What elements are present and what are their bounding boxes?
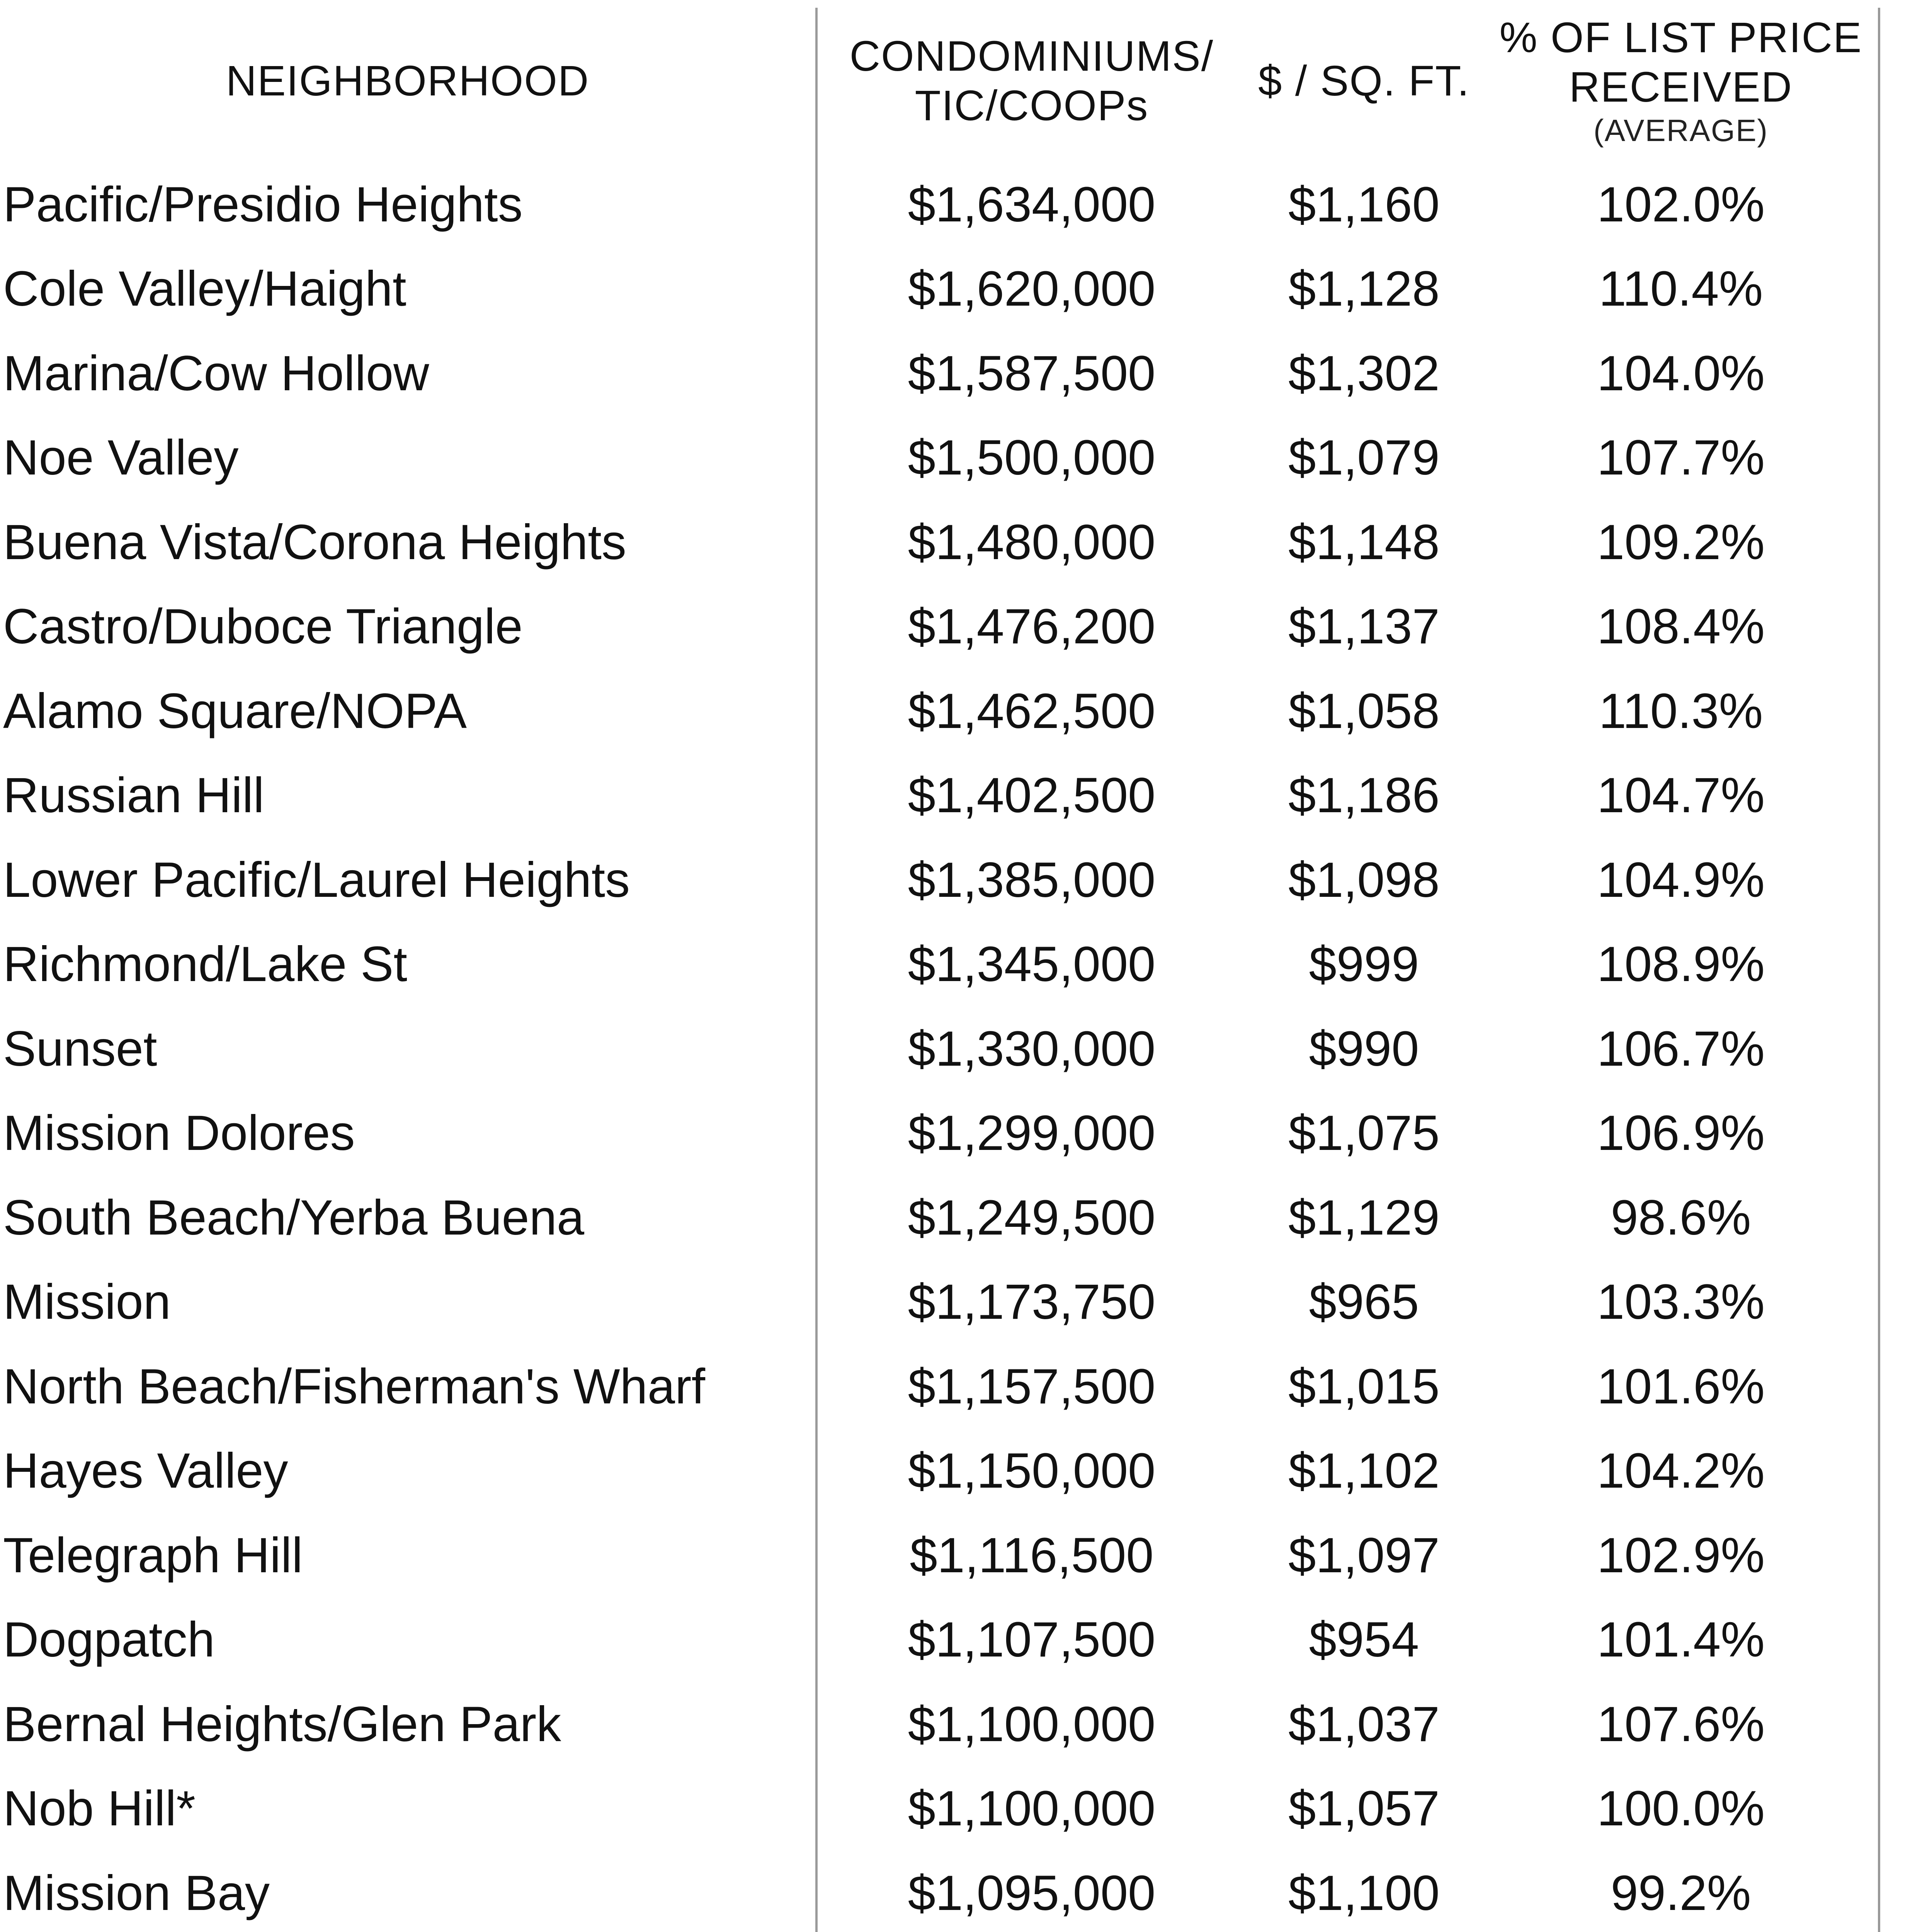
pct-list-price-cell: 103.3% [1597, 1274, 1765, 1330]
pct-list-price-cell: 106.9% [1597, 1105, 1765, 1161]
condo-price-cell: $1,157,500 [908, 1359, 1156, 1414]
table-row [0, 1260, 1932, 1345]
price-per-sqft-cell: $1,129 [1288, 1190, 1440, 1245]
homes-sold-cell [1882, 1344, 1932, 1429]
homes-sold-cell [1882, 162, 1932, 247]
pct-list-price-cell: 102.9% [1597, 1527, 1765, 1583]
table-row [0, 922, 1932, 1007]
table-row [0, 585, 1932, 669]
neighborhood-cell: Noe Valley [3, 430, 239, 486]
homes-sold-cell [1882, 753, 1932, 838]
header-pct-subtitle: (AVERAGE) [1593, 113, 1769, 148]
header-pct-line2: RECEIVED [1569, 63, 1793, 111]
price-per-sqft-cell: $965 [1309, 1274, 1419, 1330]
neighborhood-cell: Mission [3, 1274, 171, 1330]
table-row [0, 1007, 1932, 1091]
table-row [0, 500, 1932, 585]
homes-sold-cell [1882, 1851, 1932, 1932]
table-row [0, 162, 1932, 247]
homes-sold-cell [1882, 416, 1932, 500]
header-pct-line1: % OF LIST PRICE [1499, 14, 1862, 61]
condo-price-cell: $1,100,000 [908, 1781, 1156, 1837]
condo-price-cell: $1,150,000 [908, 1443, 1156, 1499]
table-row [0, 1344, 1932, 1429]
neighborhood-cell: Cole Valley/Haight [3, 261, 406, 317]
homes-sold-cell [1882, 247, 1932, 332]
neighborhood-cell: Nob Hill* [3, 1781, 196, 1837]
header-condo-price [819, 0, 1244, 162]
price-per-sqft-cell: $1,097 [1288, 1527, 1440, 1583]
header-neighborhood [0, 0, 815, 162]
neighborhood-cell: Pacific/Presidio Heights [3, 177, 523, 232]
neighborhood-cell: Richmond/Lake St [3, 937, 407, 992]
price-per-sqft-cell: $1,058 [1288, 683, 1440, 739]
table-row [0, 1767, 1932, 1851]
condo-price-cell: $1,385,000 [908, 852, 1156, 908]
condo-price-cell: $1,249,500 [908, 1190, 1156, 1245]
header-price-per-sqft [1244, 0, 1484, 162]
price-per-sqft-cell: $1,160 [1288, 177, 1440, 232]
homes-sold-cell [1882, 1682, 1932, 1767]
neighborhood-cell: Russian Hill [3, 768, 264, 823]
table-row [0, 416, 1932, 500]
neighborhood-cell: Mission Bay [3, 1865, 270, 1921]
table-row [0, 1598, 1932, 1682]
table-row [0, 669, 1932, 753]
condo-price-cell: $1,402,500 [908, 768, 1156, 823]
pct-list-price-cell: 106.7% [1597, 1021, 1765, 1077]
homes-sold-cell [1882, 1091, 1932, 1176]
homes-sold-cell [1882, 585, 1932, 669]
neighborhood-cell: Hayes Valley [3, 1443, 288, 1499]
homes-sold-cell [1882, 500, 1932, 585]
price-per-sqft-cell: $954 [1309, 1612, 1419, 1668]
pct-list-price-cell: 101.6% [1597, 1359, 1765, 1414]
neighborhood-cell: Buena Vista/Corona Heights [3, 514, 626, 570]
header-pct-list-price [1484, 0, 1878, 162]
header-homes-sold [1882, 0, 1932, 162]
price-per-sqft-cell: $1,186 [1288, 768, 1440, 823]
price-per-sqft-cell: $1,057 [1288, 1781, 1440, 1837]
pct-list-price-cell: 109.2% [1597, 514, 1765, 570]
condo-price-cell: $1,116,500 [910, 1527, 1154, 1583]
price-per-sqft-cell: $1,137 [1288, 599, 1440, 655]
table-row [0, 1091, 1932, 1176]
pct-list-price-cell: 104.0% [1597, 345, 1765, 401]
homes-sold-cell [1882, 1767, 1932, 1851]
pct-list-price-cell: 100.0% [1597, 1781, 1765, 1837]
neighborhood-cell: Lower Pacific/Laurel Heights [3, 852, 630, 908]
table-row [0, 1682, 1932, 1767]
homes-sold-cell [1882, 922, 1932, 1007]
homes-sold-cell [1882, 1598, 1932, 1682]
condo-price-cell: $1,462,500 [908, 683, 1156, 739]
condo-price-cell: $1,095,000 [908, 1865, 1156, 1921]
pct-list-price-cell: 99.2% [1611, 1865, 1751, 1921]
pct-list-price-cell: 104.2% [1597, 1443, 1765, 1499]
pct-list-price-cell: 107.6% [1597, 1696, 1765, 1752]
neighborhood-cell: Marina/Cow Hollow [3, 345, 429, 401]
table-row [0, 1429, 1932, 1514]
condo-price-cell: $1,330,000 [908, 1021, 1156, 1077]
pct-list-price-cell: 110.4% [1599, 261, 1763, 317]
price-per-sqft-cell: $1,098 [1288, 852, 1440, 908]
pct-list-price-cell: 104.9% [1597, 852, 1765, 908]
condo-price-cell: $1,476,200 [908, 599, 1156, 655]
condo-price-cell: $1,107,500 [908, 1612, 1156, 1668]
homes-sold-cell [1882, 1175, 1932, 1260]
condo-price-cell: $1,500,000 [908, 430, 1156, 486]
price-per-sqft-cell: $1,302 [1288, 345, 1440, 401]
neighborhood-cell: Dogpatch [3, 1612, 215, 1668]
table-body [0, 162, 1932, 1932]
header-neighborhood-label: NEIGHBORHOOD [226, 57, 590, 105]
homes-sold-cell [1882, 331, 1932, 416]
price-per-sqft-cell: $1,128 [1288, 261, 1440, 317]
neighborhood-cell: Bernal Heights/Glen Park [3, 1696, 561, 1752]
condo-price-cell: $1,345,000 [908, 937, 1156, 992]
pct-list-price-cell: 98.6% [1611, 1190, 1751, 1245]
condo-price-cell: $1,587,500 [908, 345, 1156, 401]
price-per-sqft-cell: $1,100 [1288, 1865, 1440, 1921]
condo-price-cell: $1,634,000 [908, 177, 1156, 232]
header-sqft-label: $ / SQ. FT. [1258, 57, 1470, 105]
neighborhood-cell: Castro/Duboce Triangle [3, 599, 523, 655]
homes-sold-cell [1882, 669, 1932, 753]
price-per-sqft-cell: $1,079 [1288, 430, 1440, 486]
condo-price-cell: $1,299,000 [908, 1105, 1156, 1161]
header-condo-line1: CONDOMINIUMS/ [849, 32, 1214, 80]
homes-sold-cell [1882, 1260, 1932, 1345]
table-row [0, 1851, 1932, 1932]
pct-list-price-cell: 110.3% [1599, 683, 1763, 739]
homes-sold-cell [1882, 1007, 1932, 1091]
neighborhood-cell: Mission Dolores [3, 1105, 355, 1161]
header-condo-line2: TIC/COOPs [915, 82, 1149, 129]
table-row [0, 247, 1932, 332]
neighborhood-cell: North Beach/Fisherman's Wharf [3, 1359, 706, 1414]
price-per-sqft-cell: $990 [1309, 1021, 1419, 1077]
price-per-sqft-cell: $1,015 [1288, 1359, 1440, 1414]
condo-price-cell: $1,173,750 [908, 1274, 1156, 1330]
pct-list-price-cell: 101.4% [1597, 1612, 1765, 1668]
pct-list-price-cell: 108.4% [1597, 599, 1765, 655]
table-row [0, 1513, 1932, 1598]
price-per-sqft-cell: $1,037 [1288, 1696, 1440, 1752]
pct-list-price-cell: 107.7% [1597, 430, 1765, 486]
price-per-sqft-cell: $1,075 [1288, 1105, 1440, 1161]
table-row [0, 331, 1932, 416]
price-per-sqft-cell: $1,148 [1288, 514, 1440, 570]
homes-sold-cell [1882, 1429, 1932, 1514]
neighborhood-cell: Alamo Square/NOPA [3, 683, 467, 739]
price-per-sqft-cell: $1,102 [1288, 1443, 1440, 1499]
pct-list-price-cell: 104.7% [1597, 768, 1765, 823]
homes-sold-cell [1882, 838, 1932, 922]
price-per-sqft-cell: $999 [1309, 937, 1419, 992]
condo-price-cell: $1,480,000 [908, 514, 1156, 570]
table-row [0, 753, 1932, 838]
pct-list-price-cell: 102.0% [1597, 177, 1765, 232]
neighborhood-cell: Sunset [3, 1021, 157, 1077]
table-row [0, 838, 1932, 922]
homes-sold-cell [1882, 1513, 1932, 1598]
neighborhood-cell: Telegraph Hill [3, 1527, 303, 1583]
pct-list-price-cell: 108.9% [1597, 937, 1765, 992]
condo-price-cell: $1,620,000 [908, 261, 1156, 317]
condo-price-cell: $1,100,000 [908, 1696, 1156, 1752]
neighborhood-cell: South Beach/Yerba Buena [3, 1190, 585, 1245]
table-row [0, 1175, 1932, 1260]
